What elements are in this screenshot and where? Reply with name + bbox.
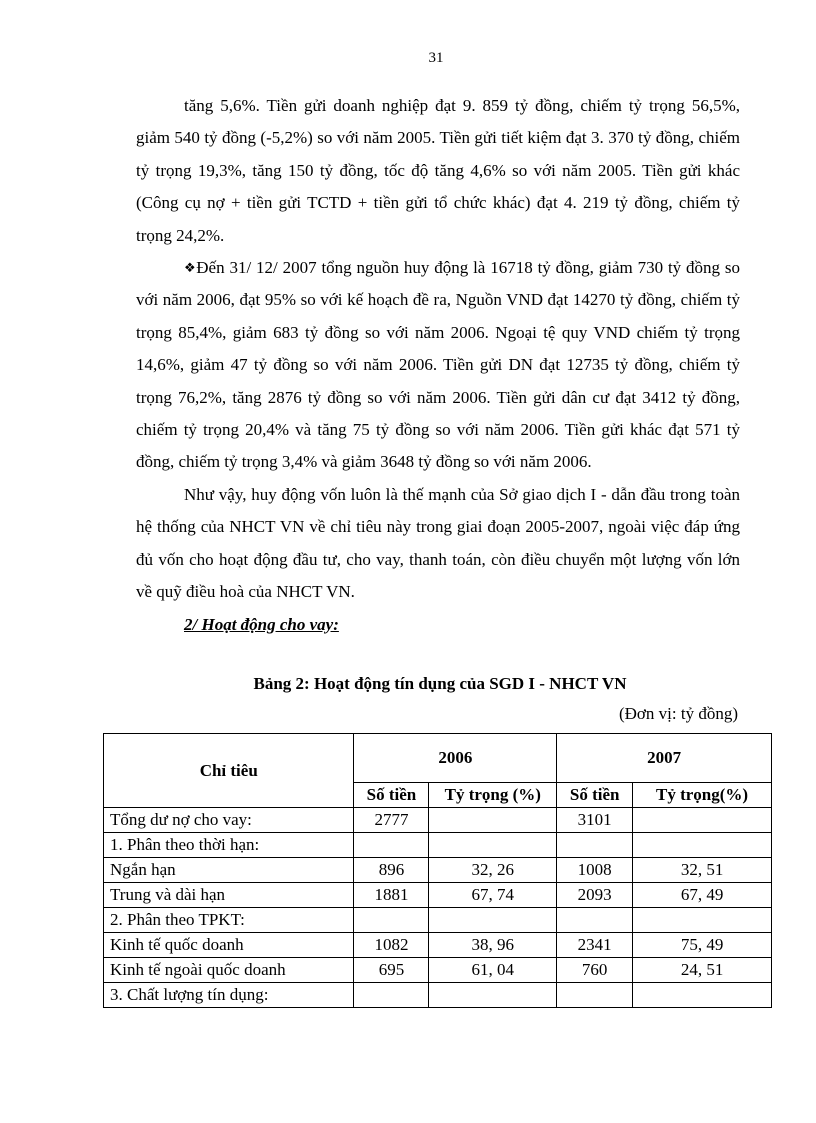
paragraph-deposits-2007 xyxy=(136,252,740,479)
header-indicator: Chỉ tiêu xyxy=(104,734,354,808)
cell-amount-2006 xyxy=(354,833,429,858)
paragraph-deposits-2007-text: Đến 31/ 12/ 2007 tổng nguồn huy động là 16718 tỷ đồng, giảm 730 tỷ đồng so với năm 2006, đạt 95% so với kế hoạch đề ra, Nguồn VND đạt 14270 tỷ đồng, chiếm tỷ trọng 85,4%, giảm 683 tỷ đồng so với năm 2006. Ngoại tệ quy VND chiếm tỷ trọng 14,6%, giảm 47 tỷ đồng so với năm 2006. Tiền gửi DN đạt 12735 tỷ đồng, chiếm tỷ trọng 76,2%, tăng 2876 tỷ đồng so với năm 2006. Tiền gửi dân cư đạt 3412 tỷ đồng, chiếm tỷ trọng 20,4% và tăng 75 tỷ đồng so với năm 2006. Tiền gửi khác đạt 571 tỷ đồng, chiếm tỷ trọng 3,4% và giảm 3648 tỷ đồng so với năm 2006. xyxy=(136,258,740,472)
page-number: 31 xyxy=(428,50,444,66)
header-share-2007: Tỷ trọng(%) xyxy=(633,783,772,808)
credit-activity-table xyxy=(103,733,772,1008)
table-row xyxy=(104,833,772,858)
table-title: Bảng 2: Hoạt động tín dụng của SGD I - NHCT VN xyxy=(253,674,627,693)
table-row xyxy=(104,983,772,1008)
row-label: Tổng dư nợ cho vay: xyxy=(104,808,354,833)
row-label: 3. Chất lượng tín dụng: xyxy=(104,983,354,1008)
cell-amount-2006 xyxy=(354,908,429,933)
diamond-bullet-icon: ❖ xyxy=(184,260,197,276)
cell-amount-2007: 2093 xyxy=(557,883,633,908)
table-row xyxy=(104,908,772,933)
header-share-2006: Tỷ trọng (%) xyxy=(429,783,557,808)
cell-share-2006: 32, 26 xyxy=(429,858,557,883)
row-label: Ngắn hạn xyxy=(104,858,354,883)
table-row xyxy=(104,883,772,908)
cell-amount-2006 xyxy=(354,983,429,1008)
cell-share-2007: 75, 49 xyxy=(633,933,772,958)
paragraph-conclusion: Như vậy, huy động vốn luôn là thế mạnh của Sở giao dịch I - dẫn đầu trong toàn hệ thống của NHCT VN về chỉ tiêu này trong giai đoạn 2005-2007, ngoài việc đáp ứng đủ vốn cho hoạt động đầu tư, cho vay, thanh toán, còn điều chuyển một lượng vốn lớn về quỹ điều hoà của NHCT VN. xyxy=(136,484,740,602)
table-row xyxy=(104,933,772,958)
cell-amount-2007 xyxy=(557,833,633,858)
table-row xyxy=(104,808,772,833)
cell-share-2007 xyxy=(633,808,772,833)
cell-amount-2007 xyxy=(557,908,633,933)
cell-share-2007 xyxy=(633,908,772,933)
cell-share-2006: 38, 96 xyxy=(429,933,557,958)
cell-amount-2007: 3101 xyxy=(557,808,633,833)
cell-share-2006 xyxy=(429,908,557,933)
body-text xyxy=(136,90,740,641)
row-label: 2. Phân theo TPKT: xyxy=(104,908,354,933)
row-label: 1. Phân theo thời hạn: xyxy=(104,833,354,858)
row-label: Kinh tế quốc doanh xyxy=(104,933,354,958)
cell-amount-2006: 1082 xyxy=(354,933,429,958)
cell-amount-2007: 1008 xyxy=(557,858,633,883)
cell-amount-2006: 2777 xyxy=(354,808,429,833)
cell-share-2006 xyxy=(429,983,557,1008)
row-label: Kinh tế ngoài quốc doanh xyxy=(104,958,354,983)
table-row xyxy=(104,958,772,983)
cell-share-2006 xyxy=(429,833,557,858)
cell-share-2006: 61, 04 xyxy=(429,958,557,983)
header-amount-2006: Số tiền xyxy=(354,783,429,808)
header-amount-2007: Số tiền xyxy=(557,783,633,808)
row-label: Trung và dài hạn xyxy=(104,883,354,908)
cell-amount-2006: 896 xyxy=(354,858,429,883)
cell-share-2007 xyxy=(633,983,772,1008)
cell-share-2007: 67, 49 xyxy=(633,883,772,908)
cell-amount-2006: 1881 xyxy=(354,883,429,908)
cell-share-2007: 32, 51 xyxy=(633,858,772,883)
section-heading-lending: 2/ Hoạt động cho vay: xyxy=(184,614,339,634)
header-year-2006: 2006 xyxy=(354,734,557,783)
cell-amount-2007 xyxy=(557,983,633,1008)
cell-share-2006 xyxy=(429,808,557,833)
table-row xyxy=(104,858,772,883)
paragraph-deposits-2006: tăng 5,6%. Tiền gửi doanh nghiệp đạt 9. 859 tỷ đồng, chiếm tỷ trọng 56,5%, giảm 540 tỷ đồng (-5,2%) so với năm 2005. Tiền gửi tiết kiệm đạt 3. 370 tỷ đồng, chiếm tỷ trọng 19,3%, tăng 150 tỷ đồng, tốc độ tăng 4,6% so với năm 2005. Tiền gửi khác (Công cụ nợ + tiền gửi TCTD + tiền gửi tổ chức khác) đạt 4. 219 tỷ đồng, chiếm tỷ trọng 24,2%. xyxy=(136,96,740,245)
header-year-2007: 2007 xyxy=(557,734,772,783)
table-unit: (Đơn vị: tỷ đồng) xyxy=(618,704,738,723)
cell-amount-2007: 760 xyxy=(557,958,633,983)
cell-amount-2007: 2341 xyxy=(557,933,633,958)
cell-share-2006: 67, 74 xyxy=(429,883,557,908)
cell-amount-2006: 695 xyxy=(354,958,429,983)
cell-share-2007 xyxy=(633,833,772,858)
cell-share-2007: 24, 51 xyxy=(633,958,772,983)
